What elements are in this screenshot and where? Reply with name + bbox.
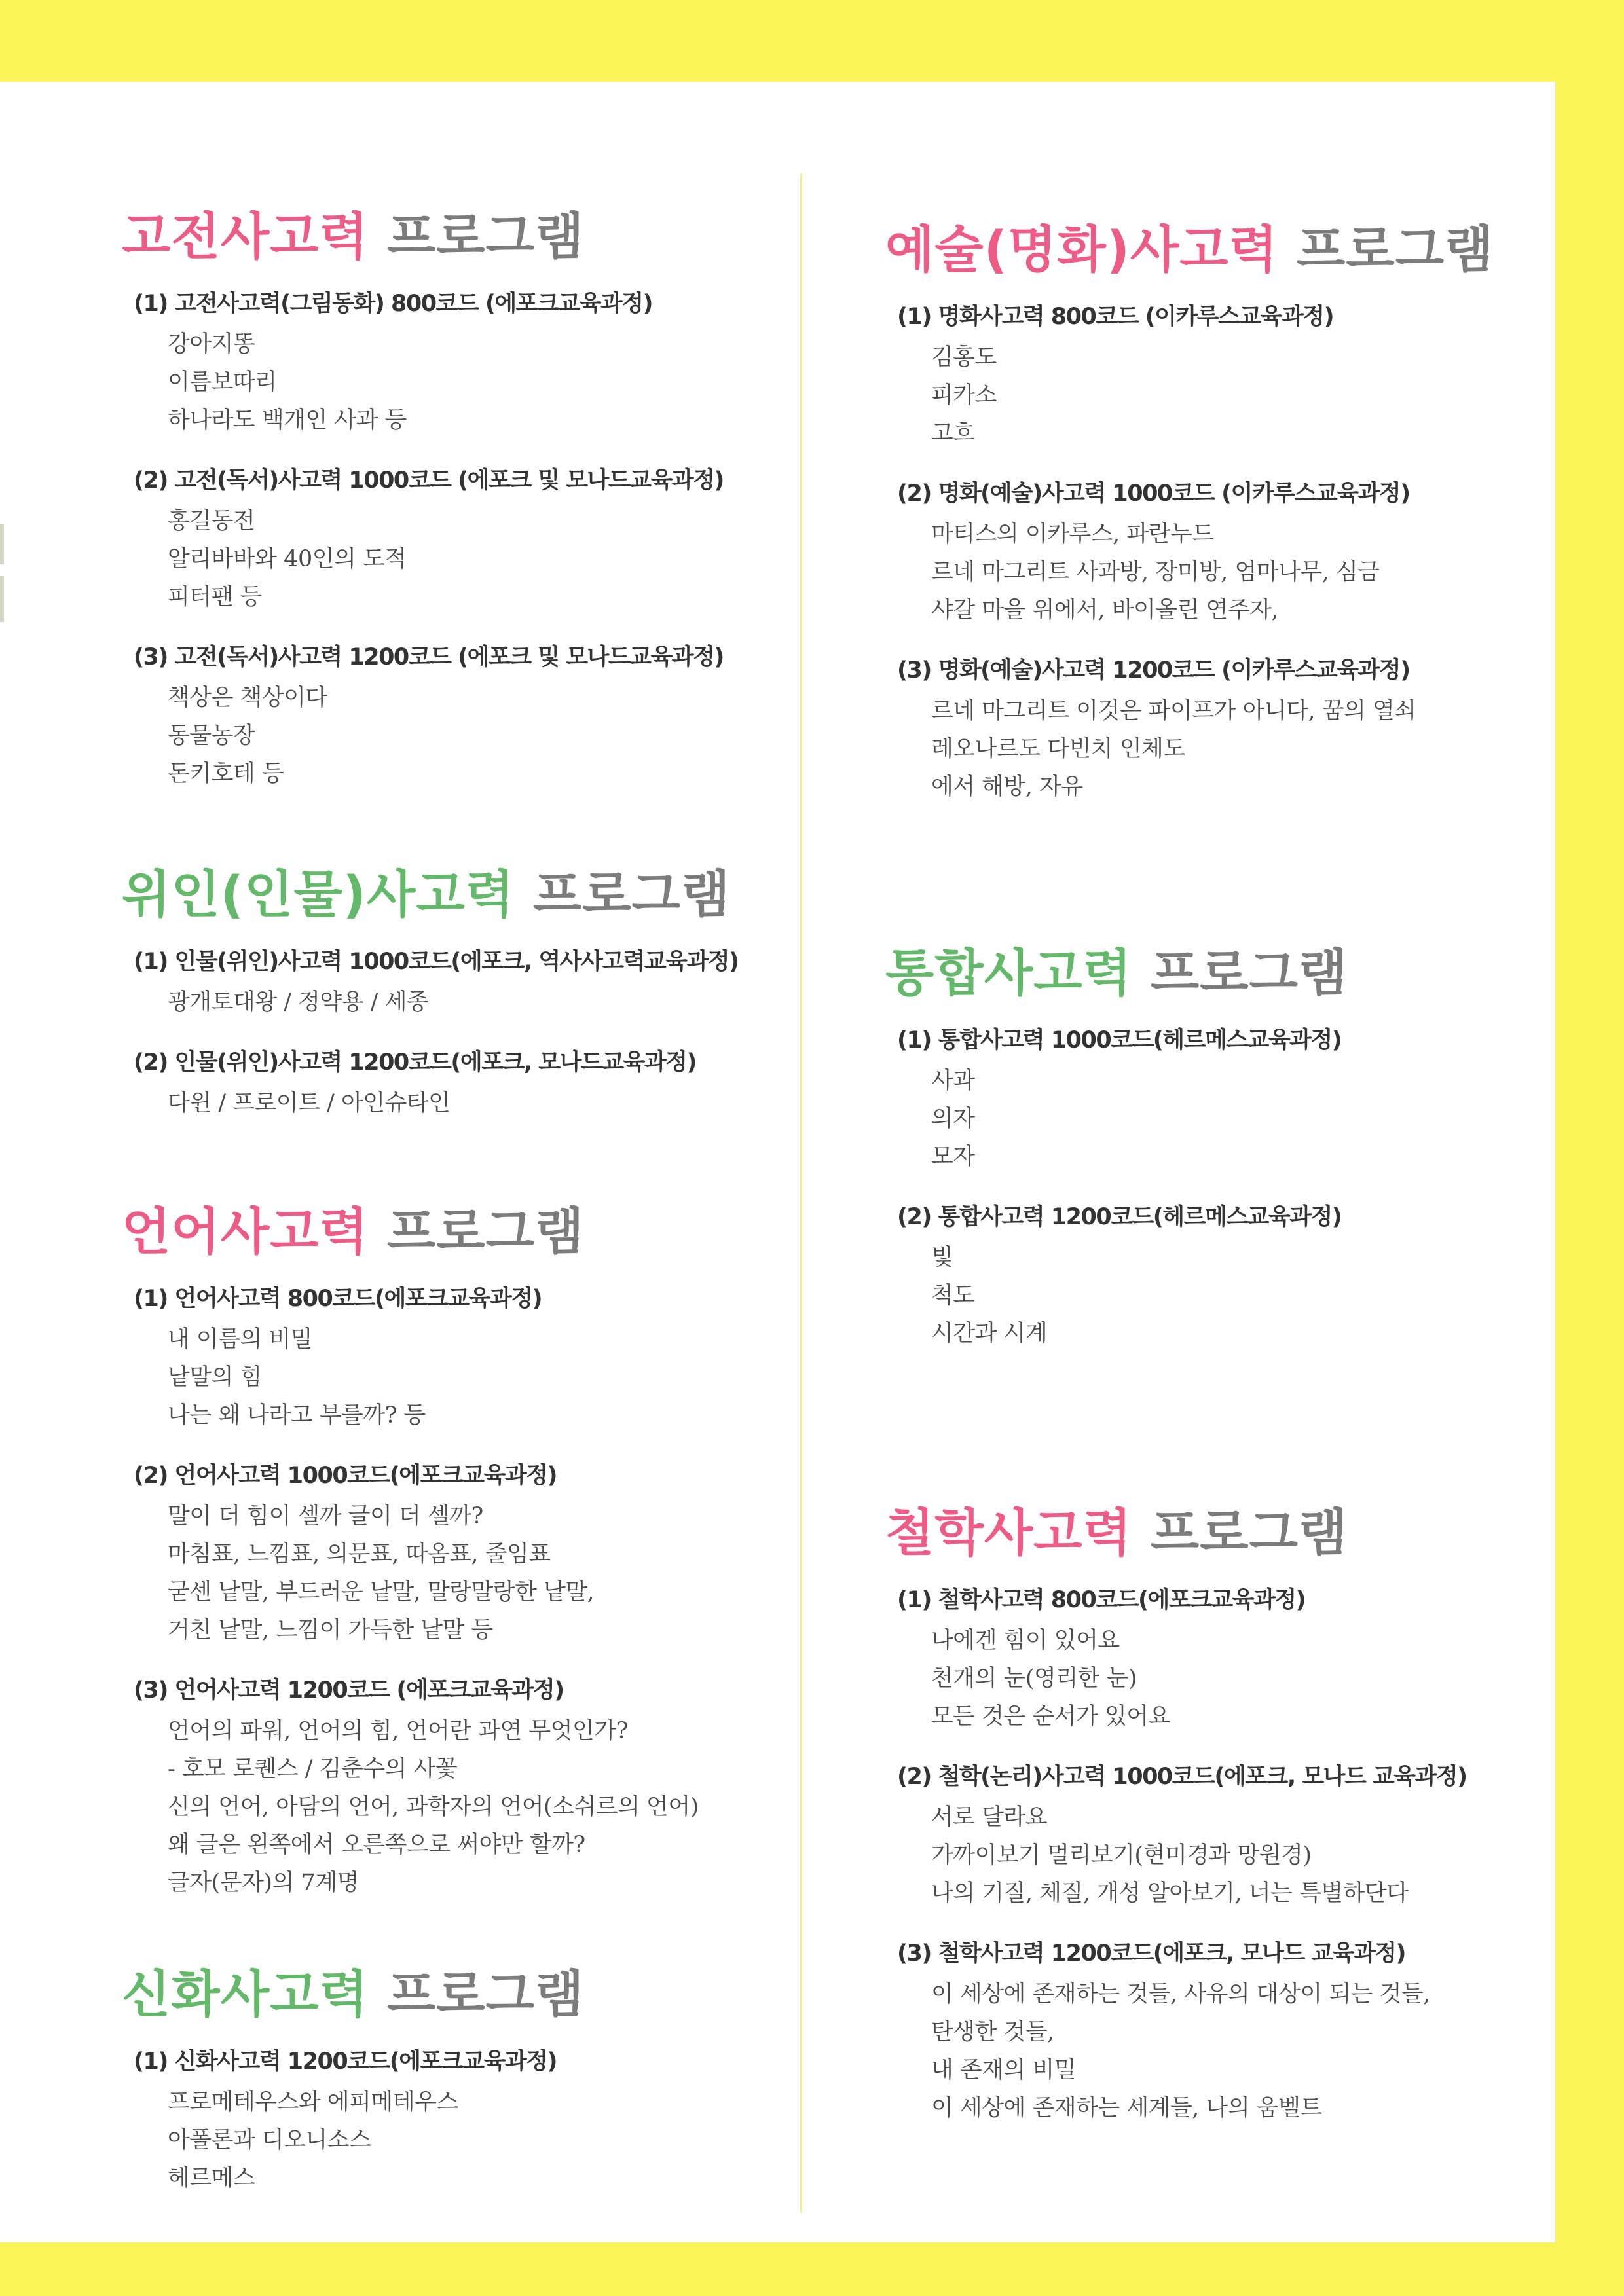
section-title [885,219,1527,282]
course-topic-item: 왜 글은 왼쪽에서 오른쪽으로 써야만 할까? [168,1832,585,1858]
course-topic-item: 탄생한 것들, [931,2019,1054,2045]
course-block [134,1048,777,1122]
course-title: (1) 통합사고력 1000코드(헤르메스교육과정) [897,1027,1342,1053]
course-topic-list [897,1239,1527,1353]
course-topic-item: 말이 더 힘이 셀까 글이 더 셀까? [168,1503,483,1529]
course-topic-item: 홍길동전 [168,508,255,534]
course-topic-list [134,1321,777,1434]
program-section [885,943,1527,1379]
program-section [122,1964,777,2223]
course-block [134,465,777,616]
course-topic-item: 강아지똥 [168,331,255,357]
course-block [897,1585,1527,1736]
course-topic-item: 마침표, 느낌표, 의문표, 따옴표, 줄임표 [168,1541,551,1567]
course-title: (1) 인물(위인)사고력 1000코드(에포크, 역사사고력교육과정) [134,949,739,975]
course-topic-list [134,1084,777,1122]
course-title: (2) 언어사고력 1000코드(에포크교육과정) [134,1463,557,1489]
course-topic-item: 의자 [931,1106,975,1132]
course-block [134,947,777,1021]
course-topic-item: 마티스의 이카루스, 파란누드 [931,521,1214,547]
course-block [897,1025,1527,1176]
program-section [885,1503,1527,2153]
section-title-topic: 언어사고력 [122,1203,369,1262]
section-title-suffix: 프로그램 [386,1203,585,1262]
course-topic-item: 알리바바와 40인의 도적 [168,546,407,572]
course-topic-item: 모자 [931,1144,975,1170]
section-title-suffix: 프로그램 [1150,1504,1348,1563]
program-section [122,864,777,1148]
course-title: (3) 고전(독서)사고력 1200코드 (에포크 및 모나드교육과정) [134,644,724,670]
section-title-suffix: 프로그램 [1150,945,1348,1003]
course-topic-item: 굳센 낱말, 부드러운 낱말, 말랑말랑한 낱말, [168,1579,595,1605]
course-topic-item: 빛 [931,1245,953,1271]
course-title: (1) 명화사고력 800코드 (이카루스교육과정) [897,304,1334,330]
section-title [122,1964,777,2027]
course-block [134,289,777,439]
course-topic-item: 거친 낱말, 느낌이 가득한 낱말 등 [168,1617,493,1643]
course-block [897,1762,1527,1912]
course-topic-item: 나의 기질, 체질, 개성 알아보기, 너는 특별하단다 [931,1880,1409,1906]
course-topic-list [134,2083,777,2197]
course-topic-item: - 호모 로퀜스 / 김춘수의 사꽃 [168,1756,458,1782]
course-topic-item: 내 존재의 비밀 [931,2057,1077,2083]
course-title: (1) 언어사고력 800코드(에포크교육과정) [134,1286,542,1312]
section-title-topic: 고전사고력 [122,208,369,266]
course-block [134,1461,777,1649]
course-topic-list [134,1712,777,1902]
course-topic-item: 낱말의 힘 [168,1364,262,1391]
course-topic-item: 에서 해방, 자유 [931,774,1083,800]
course-title: (2) 통합사고력 1200코드(헤르메스교육과정) [897,1204,1342,1230]
course-block [897,479,1527,629]
section-title-topic: 철학사고력 [885,1504,1132,1563]
course-block [134,1675,777,1902]
course-topic-item: 르네 마그리트 이것은 파이프가 아니다, 꿈의 열쇠 [931,698,1416,724]
course-topic-item: 피터팬 등 [168,584,262,610]
program-section [885,219,1527,832]
course-topic-item: 시간과 시계 [931,1321,1048,1347]
course-topic-item: 신의 언어, 아담의 언어, 과학자의 언어(소쉬르의 언어) [168,1794,699,1820]
section-title-topic: 위인(인물)사고력 [122,866,515,924]
course-topic-item: 내 이름의 비밀 [168,1326,313,1353]
section-title [122,206,777,269]
course-title: (3) 철학사고력 1200코드(에포크, 모나드 교육과정) [897,1941,1406,1967]
course-title: (1) 고전사고력(그림동화) 800코드 (에포크교육과정) [134,291,653,317]
course-block [897,1939,1527,2127]
course-title: (3) 언어사고력 1200코드 (에포크교육과정) [134,1677,564,1704]
course-topic-item: 하나라도 백개인 사과 등 [168,407,407,433]
course-topic-item: 이름보따리 [168,369,277,395]
course-topic-item: 나는 왜 나라고 부를까? 등 [168,1402,426,1429]
course-topic-list [134,983,777,1021]
section-title-suffix: 프로그램 [386,208,585,266]
course-topic-item: 책상은 책상이다 [168,685,327,711]
program-section [122,206,777,819]
course-block [897,302,1527,452]
course-title: (2) 명화(예술)사고력 1000코드 (이카루스교육과정) [897,481,1410,507]
course-block [134,1284,777,1434]
course-topic-item: 광개토대왕 / 정약용 / 세종 [168,989,429,1015]
course-topic-item: 프로메테우스와 에피메테우스 [168,2089,458,2115]
course-topic-list [897,1622,1527,1736]
course-topic-item: 고흐 [931,420,975,446]
course-topic-item: 척도 [931,1283,975,1309]
course-topic-list [897,1062,1527,1176]
section-title [885,943,1527,1006]
course-topic-item: 가까이보기 멀리보기(현미경과 망원경) [931,1842,1312,1868]
section-title [122,1201,777,1264]
course-topic-item: 샤갈 마을 위에서, 바이올린 연주자, [931,597,1279,623]
course-topic-item: 글자(문자)의 7계명 [168,1870,359,1896]
side-tab-mark [0,576,4,622]
side-tab-mark [0,524,4,564]
section-title-suffix: 프로그램 [1296,221,1494,280]
course-block [134,642,777,793]
course-title: (1) 신화사고력 1200코드(에포크교육과정) [134,2049,557,2075]
column-divider [800,173,802,2213]
course-title: (2) 고전(독서)사고력 1000코드 (에포크 및 모나드교육과정) [134,467,724,494]
section-title-topic: 예술(명화)사고력 [885,221,1279,280]
course-topic-item: 돈키호테 등 [168,761,284,787]
course-topic-item: 언어의 파워, 언어의 힘, 언어란 과연 무엇인가? [168,1718,628,1744]
section-title-topic: 신화사고력 [122,1966,369,2024]
course-topic-list [897,1798,1527,1912]
course-title: (2) 인물(위인)사고력 1200코드(에포크, 모나드교육과정) [134,1049,696,1076]
course-topic-item: 천개의 눈(영리한 눈) [931,1666,1137,1692]
course-title: (2) 철학(논리)사고력 1000코드(에포크, 모나드 교육과정) [897,1764,1467,1790]
course-topic-list [134,1497,777,1649]
section-title-topic: 통합사고력 [885,945,1132,1003]
section-title [122,864,777,927]
course-topic-list [134,679,777,793]
course-topic-list [134,325,777,439]
course-topic-item: 서로 달라요 [931,1804,1048,1831]
course-topic-item: 이 세상에 존재하는 세계들, 나의 움벨트 [931,2095,1322,2121]
course-topic-list [897,515,1527,629]
course-topic-item: 다윈 / 프로이트 / 아인슈타인 [168,1090,451,1116]
course-topic-list [897,1975,1527,2127]
program-section [122,1201,777,1928]
section-title [885,1503,1527,1565]
course-topic-item: 이 세상에 존재하는 것들, 사유의 대상이 되는 것들, [931,1981,1430,2007]
course-topic-item: 모든 것은 순서가 있어요 [931,1704,1170,1730]
section-title-suffix: 프로그램 [532,866,731,924]
course-topic-item: 레오나르도 다빈치 인체도 [931,736,1185,762]
course-topic-item: 피카소 [931,382,997,409]
course-topic-item: 동물농장 [168,723,255,749]
section-title-suffix: 프로그램 [386,1966,585,2024]
course-block [897,1202,1527,1353]
course-topic-item: 헤르메스 [168,2165,255,2191]
course-topic-item: 나에겐 힘이 있어요 [931,1628,1120,1654]
course-topic-list [134,502,777,616]
course-topic-item: 김홍도 [931,344,997,371]
course-block [134,2047,777,2197]
course-topic-item: 사과 [931,1068,975,1094]
course-title: (3) 명화(예술)사고력 1200코드 (이카루스교육과정) [897,657,1410,683]
course-topic-list [897,692,1527,806]
course-block [897,655,1527,806]
course-topic-list [897,338,1527,452]
course-topic-item: 르네 마그리트 사과방, 장미방, 엄마나무, 심금 [931,559,1380,585]
course-title: (1) 철학사고력 800코드(에포크교육과정) [897,1587,1306,1613]
course-topic-item: 아폴론과 디오니소스 [168,2127,371,2153]
